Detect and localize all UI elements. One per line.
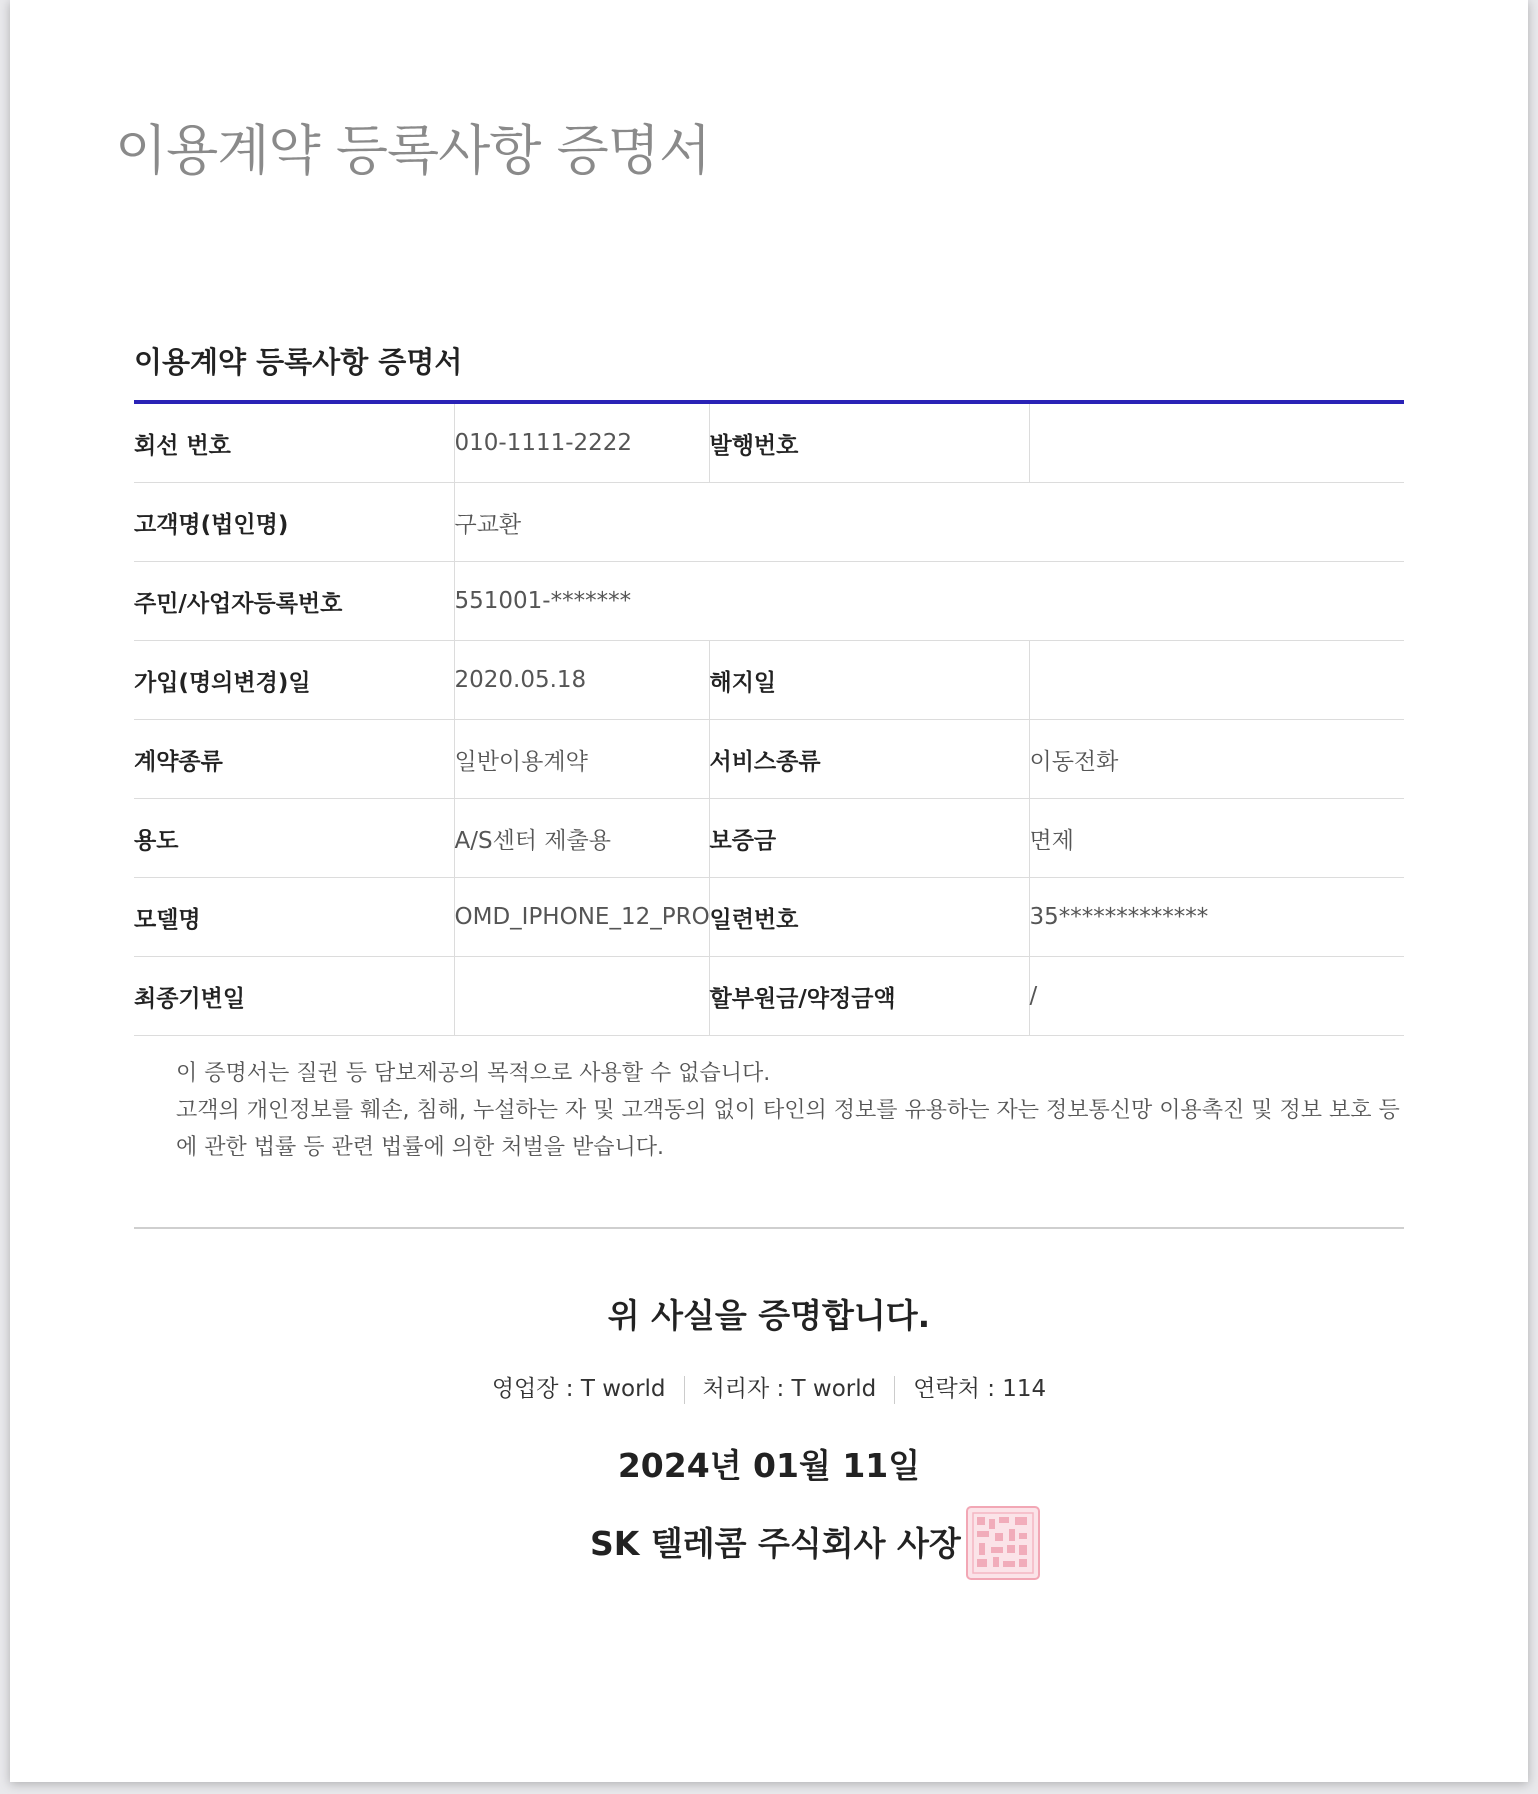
installment-label: 할부원금/약정금액 [709,957,1029,1036]
deposit-value: 면제 [1029,799,1404,878]
model-name-label: 모델명 [134,878,454,957]
join-date-label: 가입(명의변경)일 [134,641,454,720]
certificate-sheet [10,0,1528,1782]
model-name-value: OMD_IPHONE_12_PRO [454,878,709,957]
service-type-label: 서비스종류 [709,720,1029,799]
table-row [134,878,1404,957]
certify-statement: 위 사실을 증명합니다. [607,1296,931,1335]
serial-number-label: 일련번호 [709,878,1029,957]
purpose-label: 용도 [134,799,454,878]
serial-number-value: 35************* [1029,878,1404,957]
contract-type-value: 일반이용계약 [454,720,709,799]
customer-name-label: 고객명(법인명) [134,483,454,562]
company-seal-icon [965,1505,1041,1581]
company-name: SK 텔레콤 주식회사 사장 [590,1524,961,1563]
certificate-table [134,400,1404,1036]
registration-number-label: 주민/사업자등록번호 [134,562,454,641]
purpose-value: A/S센터 제출용 [454,799,709,878]
customer-name-value: 구교환 [454,483,1404,562]
issue-date: 2024년 01월 11일 [617,1446,921,1485]
line-number-value: 010-1111-2222 [454,402,709,483]
issuer-info [10,1370,1528,1404]
service-type-value: 이동전화 [1029,720,1404,799]
issue-number-label: 발행번호 [709,402,1029,483]
notice-line: 고객의 개인정보를 훼손, 침해, 누설하는 자 및 고객동의 없이 타인의 정보를 유용하는 자는 정보통신망 이용촉진 및 정보 보호 등에 관한 법률 등 관련 법률에 의한 처벌을 받습니다. [176,1098,1400,1160]
termination-date-label: 해지일 [709,641,1029,720]
contact-info: 연락처 : 114 [913,1376,1047,1402]
table-row [134,562,1404,641]
issue-number-value [1029,402,1404,483]
deposit-label: 보증금 [709,799,1029,878]
join-date-value: 2020.05.18 [454,641,709,720]
termination-date-value [1029,641,1404,720]
last-device-change-label: 최종기변일 [134,957,454,1036]
notice [176,1055,1401,1166]
line-number-label: 회선 번호 [134,402,454,483]
last-device-change-value [454,957,709,1036]
branch-info: 영업장 : T world [491,1376,666,1402]
registration-number-value: 551001-******* [454,562,1404,641]
page-title: 이용계약 등록사항 증명서 [115,119,711,182]
table-row [134,957,1404,1036]
table-row [134,641,1404,720]
table-row [134,799,1404,878]
handler-info: 처리자 : T world [702,1376,877,1402]
table-row [134,402,1404,483]
table-row [134,483,1404,562]
contract-type-label: 계약종류 [134,720,454,799]
divider [134,1227,1404,1229]
installment-value: / [1029,957,1404,1036]
section-title: 이용계약 등록사항 증명서 [134,345,463,379]
notice-line: 이 증명서는 질권 등 담보제공의 목적으로 사용할 수 없습니다. [176,1061,771,1086]
table-row [134,720,1404,799]
